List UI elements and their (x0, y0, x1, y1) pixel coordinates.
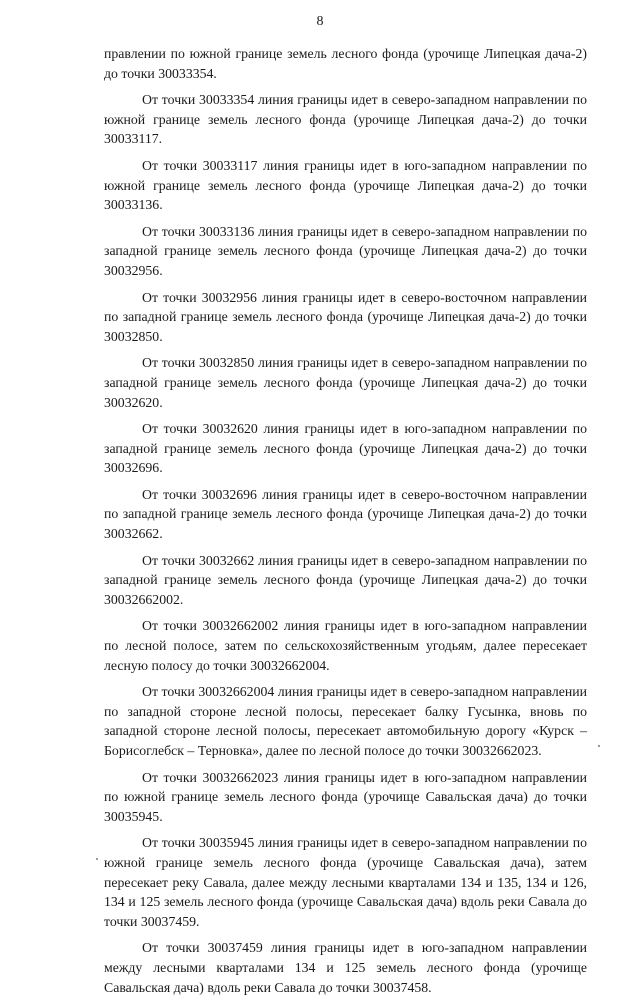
paragraph: От точки 30037459 линия границы идет в юго-западном направлении между лесными кварталами 134 и 125 земель лесного фонда (урочище Савальская дача) вдоль реки Савала до точки 30037458. (104, 940, 587, 995)
paragraph: От точки 30032850 линия границы идет в северо-западном направлении по западной границе земель лесного фонда (урочище Липецкая дача-2) до точки 30032620. (104, 355, 587, 410)
paragraph: От точки 30032662002 линия границы идет в юго-западном направлении по лесной полосе, затем по сельскохозяйственным угодьям, далее пересекает лесную полосу до точки 30032662004. (104, 618, 587, 673)
paragraph: От точки 30032662 линия границы идет в северо-западном направлении по западной границе земель лесного фонда (урочище Липецкая дача-2) до точки 30032662002. (104, 552, 587, 607)
page-number: 8 (316, 14, 324, 29)
paragraph: От точки 30032662023 линия границы идет в юго-западном направлении по южной границе земель лесного фонда (урочище Савальская дача) до точки 30035945. (104, 769, 587, 824)
paragraph: От точки 30032696 линия границы идет в северо-восточном направлении по западной границе земель лесного фонда (урочище Липецкая дача-2) до точки 30032662. (104, 486, 587, 542)
paragraph: От точки 30035945 линия границы идет в северо-западном направлении по южной границе земель лесного фонда (урочище Савальская дача), затем пересекает реку Савала, далее между лесными кварталами 134 и 135, 134 и 126, 134 и 125 земель лесного фонда (урочище Савальская дача) вдоль реки Савала до точки 30037459. (104, 835, 587, 929)
document-body (104, 44, 587, 1004)
paragraph: От точки 30032956 линия границы идет в северо-восточном направлении по западной границе земель лесного фонда (урочище Липецкая дача-2) до точки 30032850. (104, 289, 587, 344)
paragraph: От точки 30032662004 линия границы идет в северо-западном направлении по западной стороне лесной полосы, пересекает балку Гусынка, вновь по западной стороне лесной полосы, пересекает автомобильную дорогу «Курск – Борисоглебск – Терновка», далее по лесной полосе до точки 30032662023. (104, 684, 587, 758)
scan-speck (96, 858, 98, 860)
paragraph: От точки 30033117 линия границы идет в юго-западном направлении по южной границе земель лесного фонда (урочище Липецкая дача-2) до точки 30033136. (104, 157, 587, 213)
paragraph: От точки 30033354 линия границы идет в северо-западном направлении по южной границе земель лесного фонда (урочище Липецкая дача-2) до точки 30033117. (104, 92, 587, 147)
paragraph-continuation: правлении по южной границе земель лесного фонда (урочище Липецкая дача-2) до точки 30033354. (104, 46, 587, 81)
paragraph: От точки 30032620 линия границы идет в юго-западном направлении по западной границе земель лесного фонда (урочище Липецкая дача-2) до точки 30032696. (104, 421, 587, 476)
paragraph: От точки 30033136 линия границы идет в северо-западном направлении по западной границе земель лесного фонда (урочище Липецкая дача-2) до точки 30032956. (104, 223, 587, 278)
scan-speck (598, 745, 600, 747)
